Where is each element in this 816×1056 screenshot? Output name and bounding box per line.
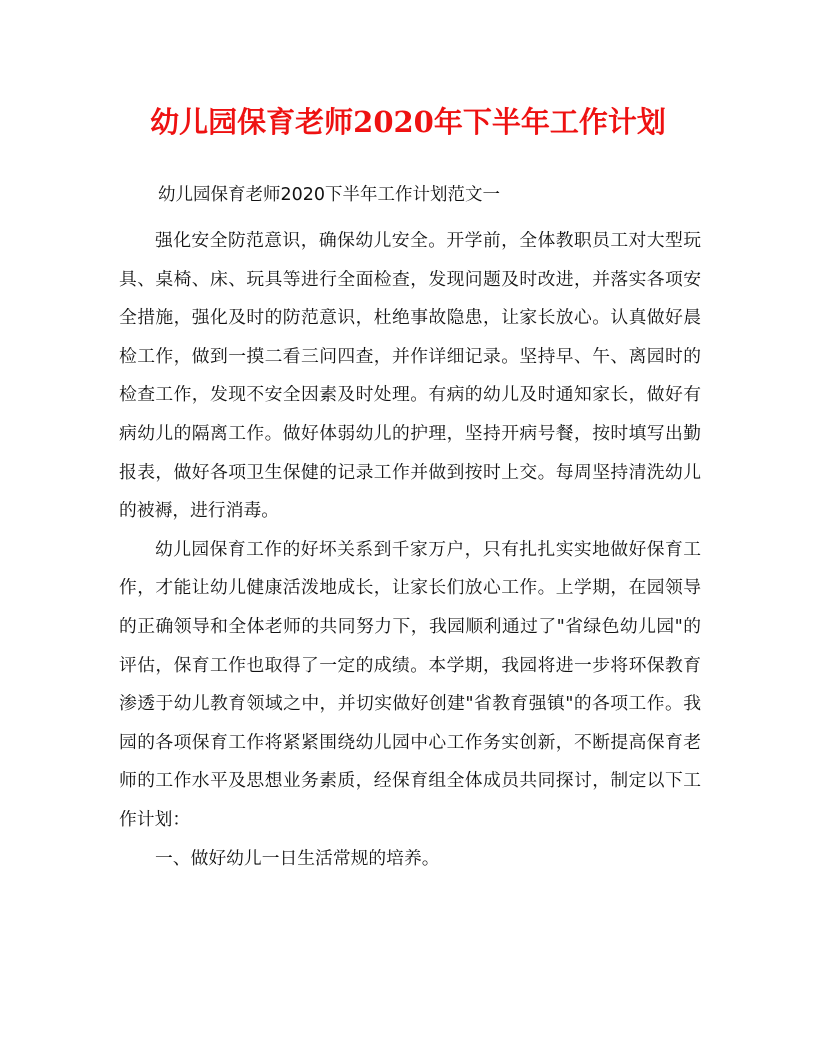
document-title: 幼儿园保育老师2020年下半年工作计划	[150, 105, 666, 139]
section-heading: 一、做好幼儿一日生活常规的培养。	[155, 847, 440, 869]
document-subtitle: 幼儿园保育老师2020下半年工作计划范文一	[158, 185, 501, 205]
document-body	[119, 222, 701, 878]
paragraph-work-plan: 幼儿园保育工作的好坏关系到千家万户，只有扎扎实实地做好保育工作，才能让幼儿健康活泼地成长，让家长们放心工作。上学期，在园领导的正确领导和全体老师的共同努力下，我园顺利通过了"省绿色幼儿园"的评估，保育工作也取得了一定的成绩。本学期，我园将进一步将环保教育渗透于幼儿教育领域之中，并切实做好创建"省教育强镇"的各项工作。我园的各项保育工作将紧紧围绕幼儿园中心工作务实创新，不断提高保育老师的工作水平及思想业务素质，经保育组全体成员共同探讨，制定以下工作计划：	[119, 538, 701, 830]
paragraph-safety: 强化安全防范意识，确保幼儿安全。开学前，全体教职员工对大型玩具、桌椅、床、玩具等进行全面检查，发现问题及时改进，并落实各项安全措施，强化及时的防范意识，杜绝事故隐患，让家长放心。认真做好晨检工作，做到一摸二看三问四查，并作详细记录。坚持早、午、离园时的检查工作，发现不安全因素及时处理。有病的幼儿及时通知家长，做好有病幼儿的隔离工作。做好体弱幼儿的护理，坚持开病号餐，按时填写出勤报表，做好各项卫生保健的记录工作并做到按时上交。每周坚持清洗幼儿的被褥，进行消毒。	[119, 230, 701, 522]
